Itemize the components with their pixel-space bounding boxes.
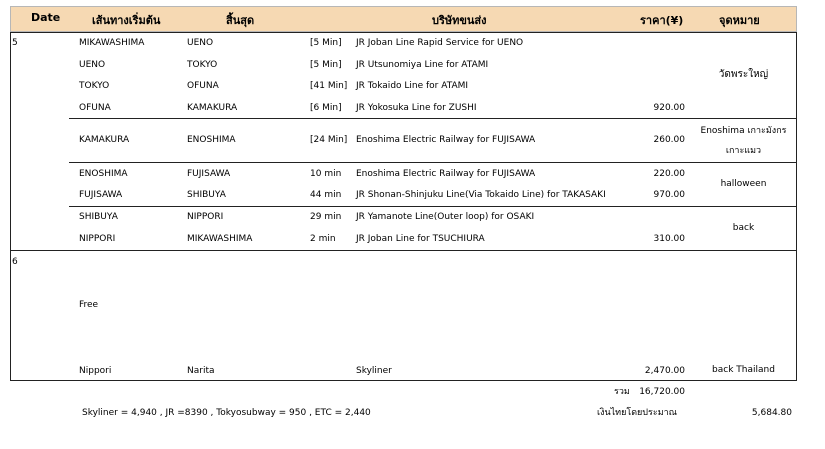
- price-cell: 920.00: [653, 103, 685, 113]
- transport-company: JR Yamanote Line(Outer loop) for OSAKI: [356, 212, 535, 222]
- route-to: OFUNA: [187, 81, 219, 91]
- transport-company: JR Joban Line for TSUCHIURA: [356, 234, 485, 244]
- travel-time: [5 Min]: [310, 38, 342, 48]
- table-top-border: [10, 32, 797, 33]
- price-cell: 260.00: [653, 135, 685, 145]
- thb-value: 5,684.80: [751, 408, 792, 418]
- header-destination: จุดหมาย: [719, 14, 760, 27]
- travel-time: 2 min: [310, 234, 336, 244]
- header-price: ราคา(¥): [640, 14, 684, 27]
- route-to: ENOSHIMA: [187, 135, 236, 145]
- travel-time: 44 min: [310, 190, 342, 200]
- route-from: FUJISAWA: [79, 190, 123, 200]
- header-company: บริษัทขนส่ง: [432, 14, 487, 27]
- route-to: UENO: [187, 38, 214, 48]
- transport-company: JR Yokosuka Line for ZUSHI: [356, 103, 477, 113]
- route-to: MIKAWASHIMA: [187, 234, 253, 244]
- travel-time: [6 Min]: [310, 103, 342, 113]
- destination-cell: เกาะแมว: [725, 146, 762, 156]
- destination-cell: back: [732, 223, 755, 233]
- travel-time: [24 Min]: [310, 135, 348, 145]
- header-from: เส้นทางเริ่มต้น: [92, 14, 161, 27]
- transport-company: JR Shonan-Shinjuku Line(Via Tokaido Line) for TAKASAKI: [356, 190, 606, 200]
- free-note: Free: [79, 300, 99, 310]
- transport-company: JR Tokaido Line for ATAMI: [356, 81, 469, 91]
- route-to: Narita: [187, 366, 215, 376]
- route-from: UENO: [79, 60, 106, 70]
- group-divider-2: [69, 162, 797, 163]
- table-bottom-border: [10, 380, 797, 381]
- travel-time: 10 min: [310, 169, 342, 179]
- route-from: TOKYO: [79, 81, 110, 91]
- destination-cell: back Thailand: [712, 365, 775, 375]
- transport-company: JR Utsunomiya Line for ATAMI: [356, 60, 489, 70]
- transport-company: JR Joban Line Rapid Service for UENO: [356, 38, 524, 48]
- destination-cell: Enoshima เกาะมังกร: [700, 126, 787, 136]
- price-cell: 310.00: [653, 234, 685, 244]
- route-from: ENOSHIMA: [79, 169, 128, 179]
- header-to: สิ้นสุด: [226, 14, 255, 27]
- travel-time: 29 min: [310, 212, 342, 222]
- destination-cell: วัดพระใหญ่: [718, 69, 769, 80]
- route-from: KAMAKURA: [79, 135, 130, 145]
- thb-label: เงินไทยโดยประมาณ: [597, 408, 678, 418]
- route-to: NIPPORI: [187, 212, 224, 222]
- travel-time: [5 Min]: [310, 60, 342, 70]
- price-cell: 970.00: [653, 190, 685, 200]
- date-cell: 6: [12, 257, 18, 267]
- route-to: SHIBUYA: [187, 190, 226, 200]
- travel-time: [41 Min]: [310, 81, 348, 91]
- route-from: NIPPORI: [79, 234, 116, 244]
- transport-company: Enoshima Electric Railway for FUJISAWA: [356, 169, 536, 179]
- route-to: FUJISAWA: [187, 169, 231, 179]
- route-from: OFUNA: [79, 103, 111, 113]
- date-cell: 5: [12, 38, 18, 48]
- transport-company: Enoshima Electric Railway for FUJISAWA: [356, 135, 536, 145]
- destination-cell: halloween: [720, 179, 767, 189]
- header-date: Date: [31, 11, 61, 24]
- transport-company: Skyliner: [356, 366, 392, 376]
- price-cell: 2,470.00: [644, 366, 685, 376]
- total-value: 16,720.00: [639, 387, 685, 397]
- table-left-border: [10, 32, 11, 381]
- route-from: Nippori: [79, 366, 112, 376]
- group-divider-1: [69, 118, 797, 119]
- group-divider-3: [69, 206, 797, 207]
- price-cell: 220.00: [653, 169, 685, 179]
- day-divider: [10, 250, 797, 251]
- route-from: SHIBUYA: [79, 212, 118, 222]
- route-from: MIKAWASHIMA: [79, 38, 145, 48]
- route-to: TOKYO: [187, 60, 218, 70]
- route-to: KAMAKURA: [187, 103, 238, 113]
- total-label: รวม: [614, 387, 630, 397]
- cost-breakdown: Skyliner = 4,940 , JR =8390 , Tokyosubway = 950 , ETC = 2,440: [82, 408, 371, 418]
